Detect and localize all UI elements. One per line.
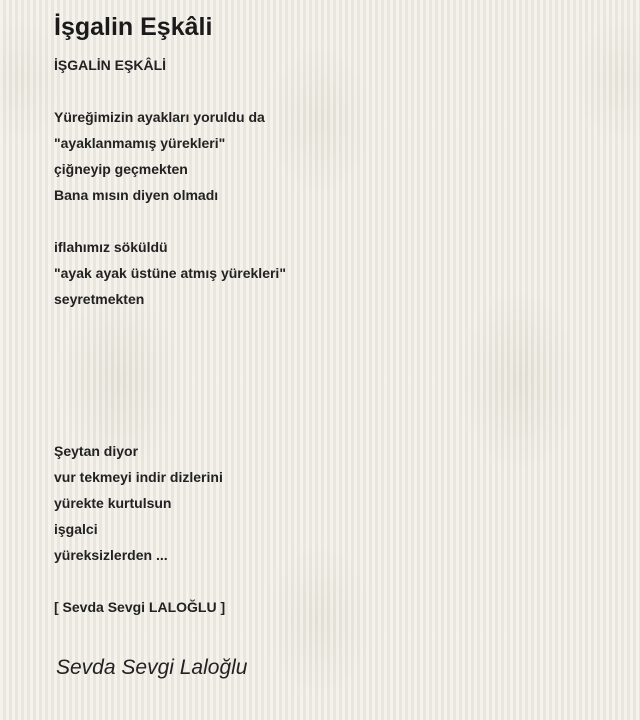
poem-body [54, 104, 624, 620]
poem-line: işgalci [54, 521, 98, 537]
poem-line: çiğneyip geçmekten [54, 161, 188, 177]
poem-signature: [ Sevda Sevgi LALOĞLU ] [54, 599, 226, 615]
poem-line: Bana mısın diyen olmadı [54, 187, 219, 203]
poem-title: İşgalin Eşkâli [54, 13, 213, 41]
poem-line: vur tekmeyi indir dizlerini [54, 469, 223, 485]
poem-subtitle: İŞGALİN EŞKÂLİ [54, 57, 167, 73]
poem-line: yürekte kurtulsun [54, 495, 172, 511]
stanza-2 [54, 234, 624, 312]
poem-line: "ayaklanmamış yürekleri" [54, 135, 226, 151]
poem-line: Şeytan diyor [54, 443, 139, 459]
poem-line: Yüreğimizin ayakları yoruldu da [54, 109, 265, 125]
stanza-1 [54, 104, 624, 208]
stanza-3 [54, 438, 624, 568]
poem-line: yüreksizlerden ... [54, 547, 168, 563]
poem-page [54, 10, 624, 620]
poem-line: seyretmekten [54, 291, 145, 307]
poem-line: iflahımız söküldü [54, 239, 168, 255]
poem-line: "ayak ayak üstüne atmış yürekleri" [54, 265, 286, 281]
author-link[interactable]: Sevda Sevgi Laloğlu [56, 656, 248, 679]
